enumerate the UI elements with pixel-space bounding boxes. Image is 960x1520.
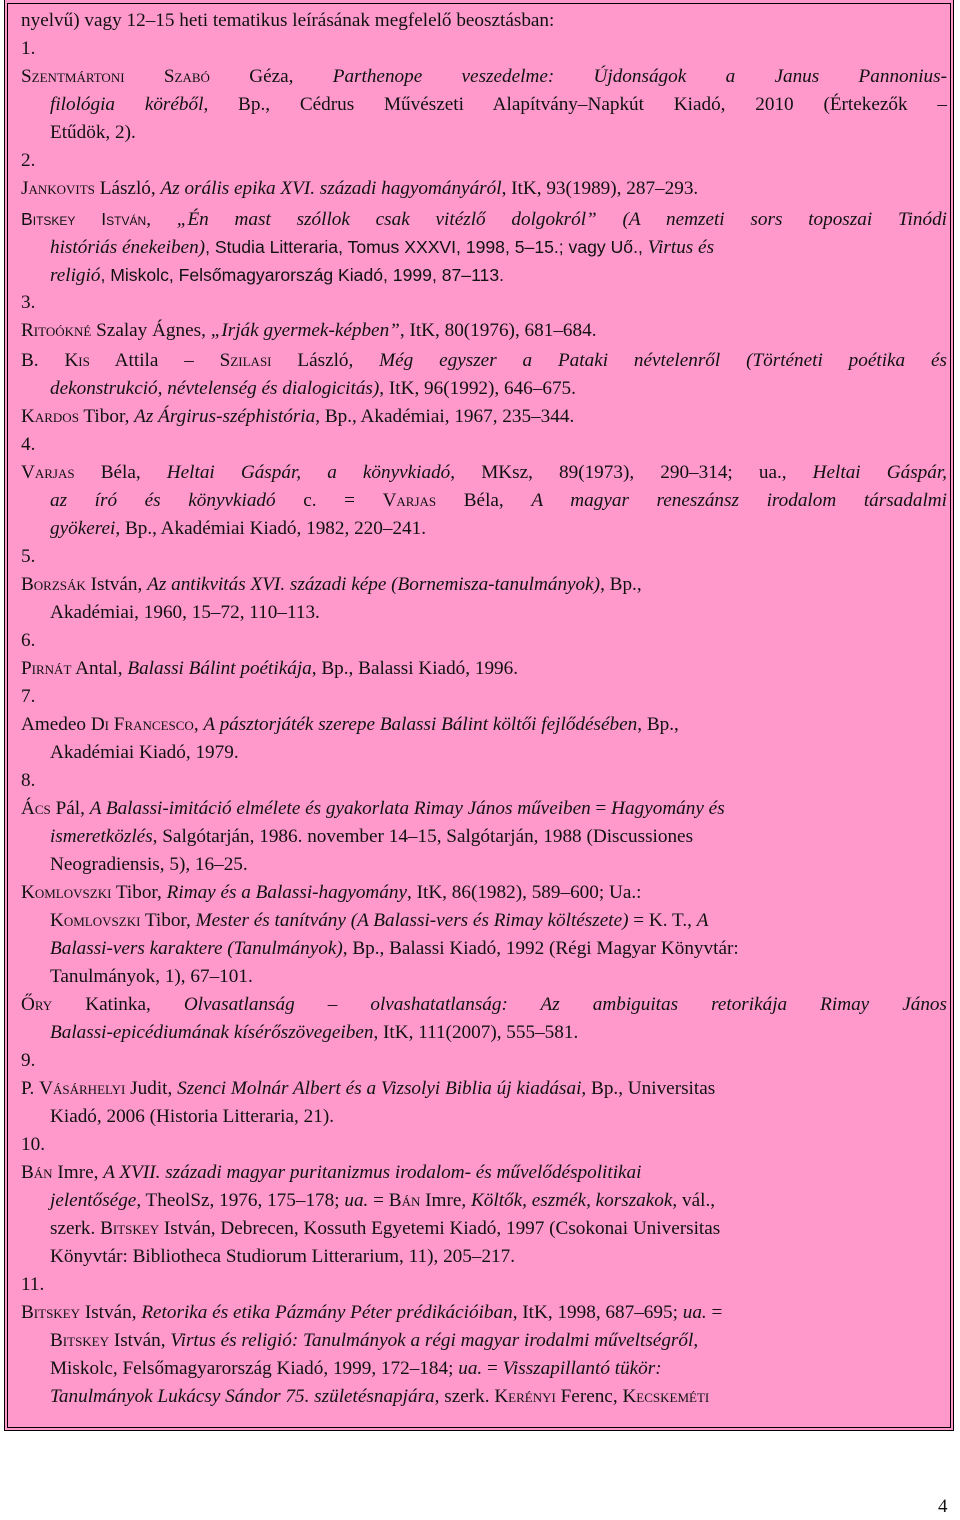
line-segment: , Bp., Universitas xyxy=(581,1078,716,1099)
line-segment: Di Francesco xyxy=(90,714,194,735)
line-segment: Ács xyxy=(21,798,51,819)
line-segment: = xyxy=(590,798,612,819)
line-segment: Szalay Ágnes, xyxy=(91,320,211,341)
line-segment: 8. xyxy=(21,770,36,791)
bibliography-line xyxy=(21,1132,45,1158)
line-segment: „Irják gyermek-képben” xyxy=(210,320,400,341)
line-segment: ismeretközlés xyxy=(50,826,153,847)
line-segment: A pásztorjáték szerepe Balassi Bálint költői fejlődésében xyxy=(203,714,638,735)
bibliography-line xyxy=(21,992,947,1018)
bibliography-line xyxy=(21,318,597,344)
line-segment: , Salgótarján, 1986. november 14–15, Salgótarján, 1988 (Discussiones xyxy=(152,826,694,847)
line-segment: Amedeo xyxy=(21,714,91,735)
line-segment: Kiadó, 2006 (Historia Litteraria, 21). xyxy=(50,1106,334,1127)
line-segment: , TheolSz, 1976, 175–178; xyxy=(136,1190,345,1211)
line-segment: A magyar reneszánsz irodalom társadalmi xyxy=(531,490,947,511)
line-segment: , xyxy=(193,714,204,735)
bibliography-line xyxy=(21,206,947,233)
line-segment: , ItK, 86(1982), 589–600; Ua.: xyxy=(407,882,642,903)
line-segment: Pál, xyxy=(50,798,90,819)
line-segment: , Bp., Balassi Kiadó, 1992 (Régi Magyar Könyvtár: xyxy=(342,938,739,959)
line-segment: 11. xyxy=(21,1274,45,1295)
line-segment: Attila – xyxy=(89,350,220,371)
bibliography-line xyxy=(21,148,35,174)
line-segment: László, xyxy=(271,350,380,371)
line-segment: , ItK, 111(2007), 555–581. xyxy=(373,1022,579,1043)
line-segment: Parthenope veszedelme: Újdonságok a Janus Pannonius- xyxy=(332,66,948,87)
line-segment: Bitskey xyxy=(21,1302,81,1323)
line-segment: Komlovszki xyxy=(21,882,112,903)
line-segment: István, xyxy=(85,574,148,595)
line-segment: c. = xyxy=(275,490,383,511)
bibliography-line xyxy=(21,796,725,822)
bibliography-line xyxy=(50,1216,720,1242)
line-segment: Heltai Gáspár, a könyvkiadó xyxy=(166,462,451,483)
line-segment: Olvasatlanság – olvashatatlanság: Az ambiguitas retorikája Rimay János xyxy=(183,994,947,1015)
line-segment: = xyxy=(706,1302,723,1323)
bibliography-line xyxy=(21,36,35,62)
line-segment: Balassi-vers karaktere (Tanulmányok) xyxy=(50,938,343,959)
line-segment: Az antikvitás XVI. századi képe (Bornemisza-tanulmányok) xyxy=(147,574,601,595)
line-segment: Az orális epika XVI. századi hagyományáról xyxy=(160,178,502,199)
line-segment: Akadémiai, 1960, 15–72, 110–113. xyxy=(50,602,320,623)
bibliography-line xyxy=(21,64,947,90)
line-segment: 1. xyxy=(21,38,36,59)
bibliography-line xyxy=(21,544,35,570)
bibliography-line xyxy=(21,1048,35,1074)
line-segment: 7. xyxy=(21,686,36,707)
line-segment: István, xyxy=(80,1302,142,1323)
line-segment: , ItK, 1998, 687–695; xyxy=(512,1302,683,1323)
bibliography-line xyxy=(50,516,426,542)
line-segment: , Bp., Balassi Kiadó, 1996. xyxy=(311,658,519,679)
line-segment: , ItK, 93(1989), 287–293. xyxy=(501,178,699,199)
bibliography-line xyxy=(21,712,679,738)
line-segment: , Bp., Cédrus Művészeti Alapítvány–Napkút Kiadó, 2010 (Értekezők – xyxy=(203,94,947,115)
line-segment: Tibor, xyxy=(111,882,167,903)
bibliography-line xyxy=(50,936,739,962)
line-segment: „Én mast szóllok csak vitézlő dolgokról” (A nemzeti sors toposzai Tinódi xyxy=(176,209,948,230)
line-segment: jelentősége xyxy=(50,1190,137,1211)
line-segment: = xyxy=(368,1190,389,1211)
line-segment: Komlovszki xyxy=(50,910,141,931)
bibliography-line xyxy=(21,684,35,710)
line-segment: Géza, xyxy=(209,66,333,87)
bibliography-line xyxy=(21,176,698,202)
line-segment: Kis xyxy=(64,350,90,371)
line-segment: Kecskeméti xyxy=(622,1386,710,1407)
line-segment: Balassi Bálint poétikája xyxy=(127,658,312,679)
line-segment: , xyxy=(693,1330,699,1351)
bibliography-line xyxy=(50,234,714,261)
line-segment: 2. xyxy=(21,150,36,171)
line-segment: Költők, eszmék, korszakok xyxy=(470,1190,673,1211)
line-segment: , ItK, 96(1992), 646–675. xyxy=(379,378,576,399)
line-segment: Neogradiensis, 5), 16–25. xyxy=(50,854,248,875)
bibliography-line xyxy=(50,376,576,402)
bibliography-line xyxy=(21,1160,641,1186)
line-segment: , MKsz, 89(1973), 290–314; ua., xyxy=(450,462,813,483)
bibliography-line xyxy=(21,628,35,654)
line-segment: Bitskey xyxy=(50,1330,110,1351)
line-segment: , szerk. xyxy=(434,1386,495,1407)
bibliography-line xyxy=(50,824,693,850)
line-segment: István, xyxy=(109,1330,171,1351)
line-segment: Bitskey xyxy=(100,1218,160,1239)
line-segment: Balassi-epicédiumának kísérőszövegeiben xyxy=(50,1022,374,1043)
line-segment: Visszapillantó tükör: xyxy=(502,1358,662,1379)
line-segment: dekonstrukció, névtelenség és dialogicitás) xyxy=(50,378,380,399)
line-segment: ua. xyxy=(458,1358,483,1379)
line-segment: Katinka, xyxy=(52,994,184,1015)
line-segment: 10. xyxy=(21,1134,45,1155)
line-segment: Imre, xyxy=(420,1190,471,1211)
line-segment: Retorika és etika Pázmány Péter prédikációiban xyxy=(141,1302,513,1323)
line-segment: Szenci Molnár Albert és a Vizsolyi Biblia új kiadásai xyxy=(177,1078,582,1099)
line-segment: Szentmártoni Szabó xyxy=(21,66,210,87)
line-segment: , Bp., xyxy=(637,714,679,735)
bibliography-line xyxy=(50,92,947,118)
line-segment: Akadémiai Kiadó, 1979. xyxy=(50,742,239,763)
line-segment: 5. xyxy=(21,546,36,567)
line-segment: Könyvtár: Bibliotheca Studiorum Litterarium, 11), 205–217. xyxy=(50,1246,516,1267)
line-segment: 4. xyxy=(21,434,36,455)
line-segment: Tanulmányok, 1), 67–101. xyxy=(50,966,253,987)
line-segment: Még egyszer a Pataki névtelenről (Történeti poétika és xyxy=(379,350,947,371)
bibliography-line xyxy=(50,1020,578,1046)
line-segment: religió xyxy=(50,265,101,286)
bibliography-line xyxy=(50,1188,715,1214)
line-segment: 9. xyxy=(21,1050,36,1071)
bibliography-line xyxy=(21,656,518,682)
line-segment: Jankovits xyxy=(21,178,95,199)
line-segment: Hagyomány és xyxy=(611,798,725,819)
line-segment: Miskolc, Felsőmagyarország Kiadó, 1999, 172–184; xyxy=(50,1358,459,1379)
line-segment: Rimay és a Balassi-hagyomány xyxy=(166,882,407,903)
line-segment: 3. xyxy=(21,292,36,313)
line-segment: Etűdök, 2). xyxy=(50,122,136,143)
line-segment: , ItK, 80(1976), 681–684. xyxy=(399,320,597,341)
line-segment: ua. xyxy=(682,1302,707,1323)
line-segment: 6. xyxy=(21,630,36,651)
bibliography-line xyxy=(50,120,136,146)
line-segment: Tibor, xyxy=(140,910,196,931)
bibliography-line xyxy=(50,740,239,766)
bibliography-line xyxy=(21,1300,722,1326)
line-segment: = K. T., xyxy=(628,910,697,931)
line-segment: Pirnát xyxy=(21,658,72,679)
line-segment: Béla, xyxy=(74,462,167,483)
line-segment: A xyxy=(696,910,709,931)
line-segment: Mester és tanítvány (A Balassi-vers és Rimay költészete) xyxy=(195,910,629,931)
bibliography-line xyxy=(50,600,320,626)
bibliography-line xyxy=(21,1272,44,1298)
line-segment: , Studia Litteraria, Tomus XXXVI, 1998, 5–15.; vagy Uő., xyxy=(205,237,648,257)
line-segment: Tanulmányok Lukácsy Sándor 75. születésnapjára xyxy=(50,1386,435,1407)
bibliography-line xyxy=(21,1076,715,1102)
line-segment: , Bp., Akadémiai, 1967, 235–344. xyxy=(315,406,575,427)
bibliography-line xyxy=(21,460,947,486)
line-segment: Varjas xyxy=(21,462,75,483)
line-segment: Szilasi xyxy=(219,350,272,371)
line-segment: Tibor, xyxy=(78,406,135,427)
bibliography-line xyxy=(50,852,248,878)
bibliography-line xyxy=(50,488,947,514)
bibliography-line xyxy=(21,432,35,458)
line-segment: Heltai Gáspár, xyxy=(812,462,947,483)
bibliography-line xyxy=(50,1384,709,1410)
bibliography-line xyxy=(21,404,574,430)
line-segment: Az Árgirus-széphistória xyxy=(134,406,316,427)
line-segment: László, xyxy=(94,178,161,199)
line-segment: nyelvű) vagy 12–15 heti tematikus leírásának megfelelő beosztásban: xyxy=(21,10,555,31)
line-segment: Ferenc, xyxy=(555,1386,623,1407)
bibliography-line xyxy=(21,290,35,316)
line-segment: Imre, xyxy=(52,1162,104,1183)
bibliography-line xyxy=(50,1328,698,1354)
line-segment: Ritoókné xyxy=(21,320,92,341)
line-segment: , Bp., xyxy=(600,574,642,595)
line-segment: A XVII. századi magyar puritanizmus irodalom- és művelődéspolitikai xyxy=(103,1162,642,1183)
bibliography-line xyxy=(21,768,35,794)
bibliography-line xyxy=(21,8,554,34)
line-segment: = xyxy=(482,1358,503,1379)
line-segment: , Miskolc, Felsőmagyarország Kiadó, 1999, 87–113. xyxy=(100,265,505,285)
bibliography-line xyxy=(21,572,642,598)
line-segment: Bitskey István xyxy=(21,209,147,229)
line-segment: B. xyxy=(21,350,65,371)
bibliography-line xyxy=(50,262,504,289)
line-segment: P. xyxy=(21,1078,40,1099)
line-segment: Kardos xyxy=(21,406,79,427)
line-segment: históriás énekeiben) xyxy=(50,237,206,258)
line-segment: Judit, xyxy=(125,1078,178,1099)
line-segment: az író és könyvkiadó xyxy=(50,490,276,511)
page-number: 4 xyxy=(938,1496,948,1517)
line-segment: Antal, xyxy=(71,658,128,679)
line-segment: Kerényi xyxy=(494,1386,556,1407)
line-segment: A Balassi-imitáció elmélete és gyakorlata Rimay János műveiben xyxy=(89,798,591,819)
line-segment: Őry xyxy=(21,994,53,1015)
bibliography-line xyxy=(50,908,708,934)
bibliography-line xyxy=(50,1244,515,1270)
line-segment: , Bp., Akadémiai Kiadó, 1982, 220–241. xyxy=(115,518,427,539)
line-segment: Vásárhelyi xyxy=(39,1078,126,1099)
bibliography-box xyxy=(4,0,954,1431)
line-segment: ua. xyxy=(344,1190,369,1211)
line-segment: Béla, xyxy=(436,490,532,511)
bibliography-line xyxy=(50,1104,334,1130)
line-segment: gyökerei xyxy=(50,518,116,539)
line-segment: István, Debrecen, Kossuth Egyetemi Kiadó, 1997 (Csokonai Universitas xyxy=(159,1218,721,1239)
line-segment: Varjas xyxy=(382,490,437,511)
line-segment: szerk. xyxy=(50,1218,101,1239)
line-segment: filológia köréből xyxy=(50,94,204,115)
line-segment: Virtus és religió: Tanulmányok a régi magyar irodalmi műveltségről xyxy=(170,1330,694,1351)
line-segment: Virtus és xyxy=(647,237,715,258)
line-segment: Bán xyxy=(21,1162,53,1183)
bibliography-line xyxy=(50,1356,662,1382)
line-segment: , xyxy=(146,209,177,230)
bibliography-line xyxy=(21,880,642,906)
line-segment: , vál., xyxy=(672,1190,716,1211)
line-segment: Borzsák xyxy=(21,574,86,595)
bibliography-line xyxy=(21,348,947,374)
bibliography-line xyxy=(50,964,253,990)
line-segment: Bán xyxy=(388,1190,421,1211)
